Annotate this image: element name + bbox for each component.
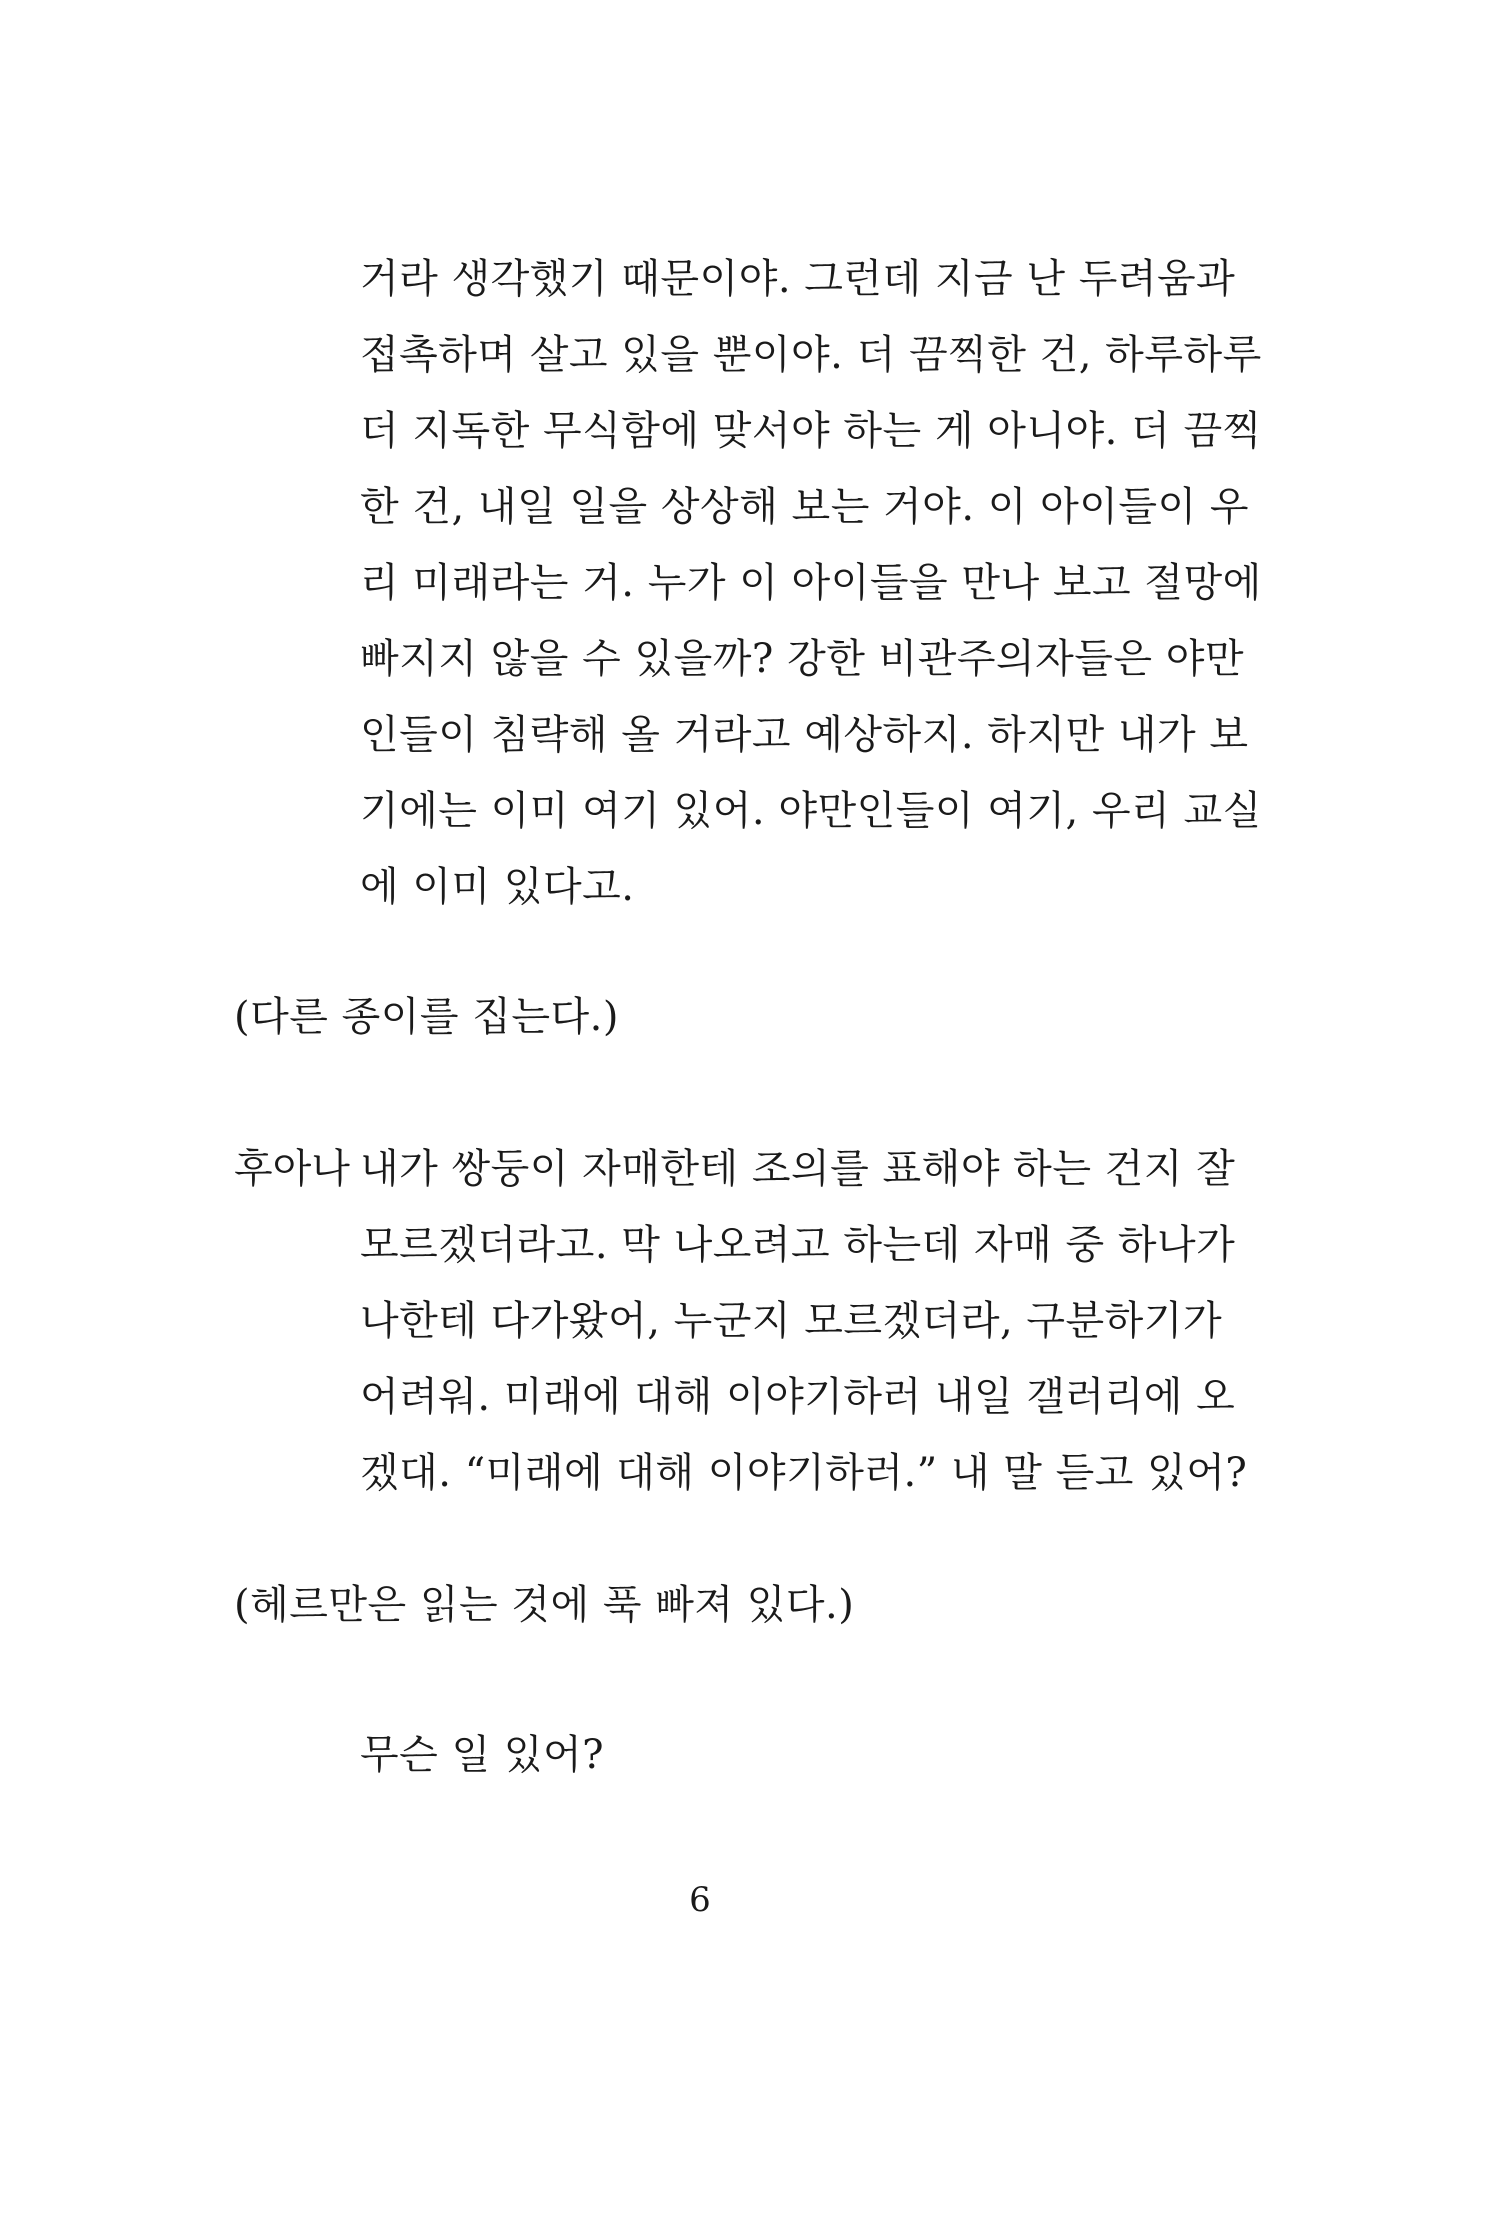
stage-direction: (헤르만은 읽는 것에 푹 빠져 있다.) xyxy=(234,1582,855,1628)
speech-line: 내가 쌍둥이 자매한테 조의를 표해야 하는 건지 잘 xyxy=(360,1146,1236,1192)
speech-line: 빠지지 않을 수 있을까? 강한 비관주의자들은 야만 xyxy=(360,636,1245,682)
speech-line: 무슨 일 있어? xyxy=(360,1732,605,1778)
speech-line: 더 지독한 무식함에 맞서야 하는 게 아니야. 더 끔찍 xyxy=(360,408,1262,454)
speech-line: 리 미래라는 거. 누가 이 아이들을 만나 보고 절망에 xyxy=(360,560,1262,606)
speech-line: 한 건, 내일 일을 상상해 보는 거야. 이 아이들이 우 xyxy=(360,484,1250,530)
speech-line: 거라 생각했기 때문이야. 그런데 지금 난 두려움과 xyxy=(360,256,1236,302)
speech-line: 인들이 침략해 올 거라고 예상하지. 하지만 내가 보 xyxy=(360,712,1249,758)
speech-line: 모르겠더라고. 막 나오려고 하는데 자매 중 하나가 xyxy=(360,1222,1236,1268)
stage-direction: (다른 종이를 집는다.) xyxy=(234,994,619,1040)
page-number: 6 xyxy=(689,1880,711,1920)
speaker-name: 후아나 xyxy=(234,1146,350,1192)
speech-line: 기에는 이미 여기 있어. 야만인들이 여기, 우리 교실 xyxy=(360,788,1262,834)
speech-line: 에 이미 있다고. xyxy=(360,864,635,910)
speech-line: 나한테 다가왔어, 누군지 모르겠더라, 구분하기가 xyxy=(360,1298,1223,1344)
speech-line: 겠대. “미래에 대해 이야기하러.” 내 말 듣고 있어? xyxy=(360,1450,1248,1496)
speech-line: 어려워. 미래에 대해 이야기하러 내일 갤러리에 오 xyxy=(360,1374,1236,1420)
speech-line: 접촉하며 살고 있을 뿐이야. 더 끔찍한 건, 하루하루 xyxy=(360,332,1262,378)
